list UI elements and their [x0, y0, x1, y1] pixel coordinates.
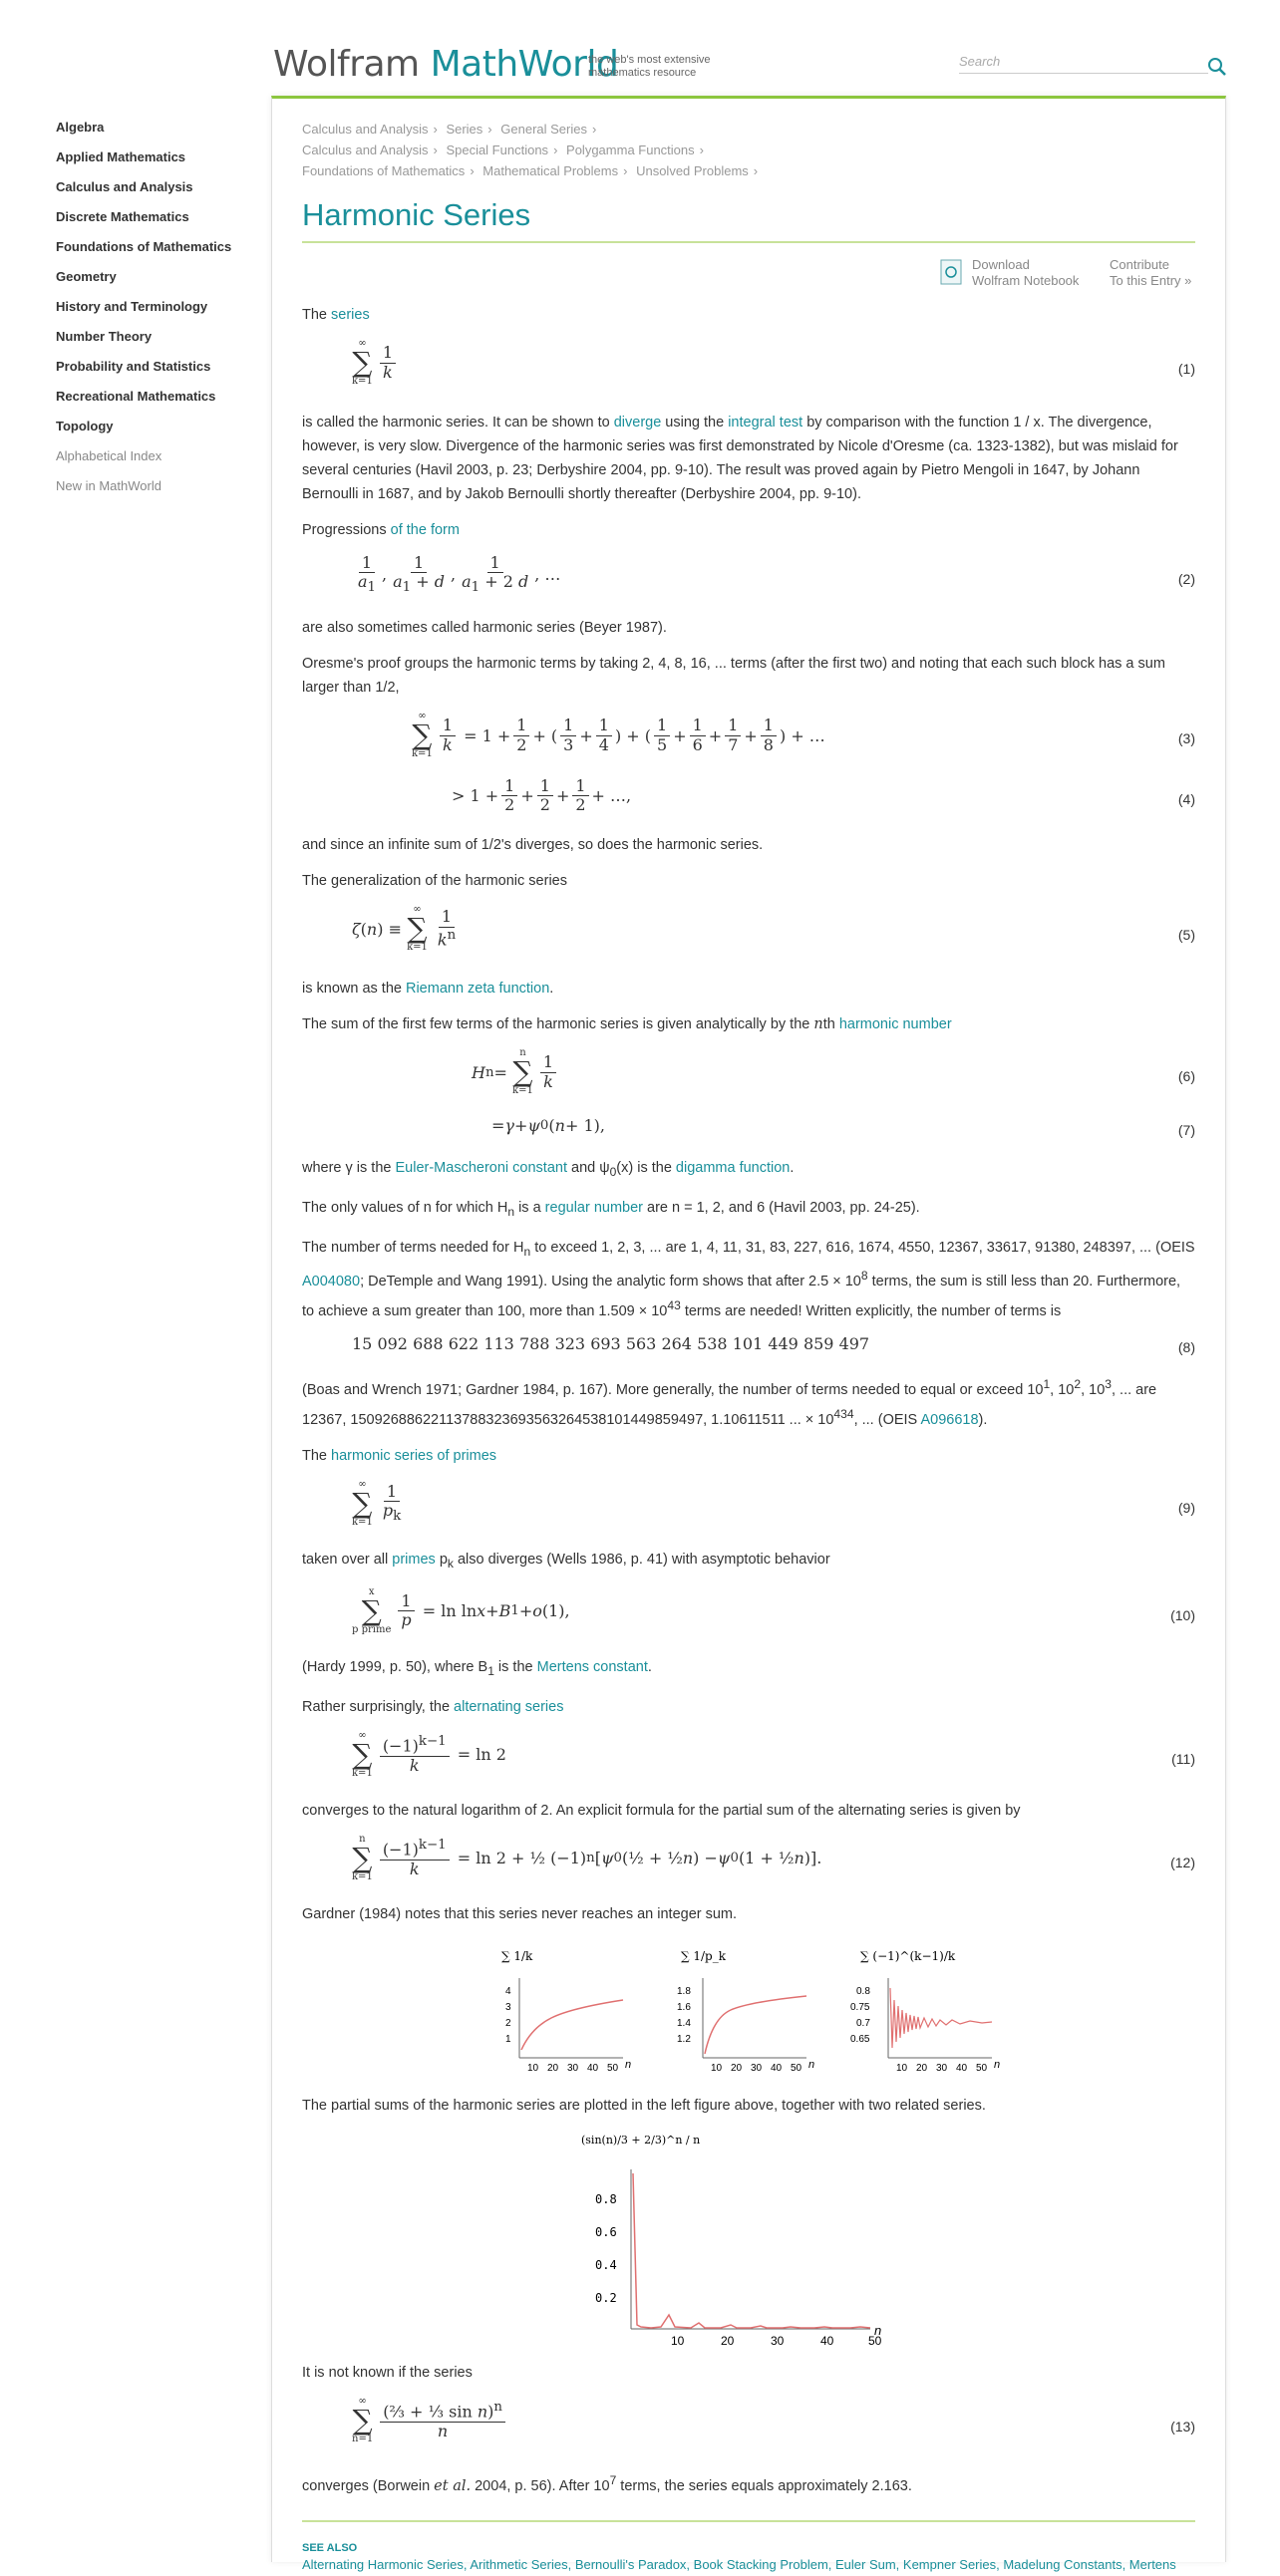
paragraph: The generalization of the harmonic series [302, 873, 567, 889]
curve [705, 1996, 806, 2054]
x-tick-label: 50 [868, 2333, 882, 2348]
breadcrumb-link[interactable]: Unsolved Problems [636, 163, 749, 178]
link-euler-mascheroni[interactable]: Euler-Mascheroni constant [395, 1160, 567, 1176]
y-tick-label: 0.8 [595, 2191, 617, 2206]
equation-8: 15 092 688 622 113 788 323 693 563 264 538 101 449 859 497 (8) [352, 1334, 1195, 1356]
equation-number: (4) [1177, 791, 1195, 807]
paragraph: (Hardy 1999, p. 50), where $B_1$ is the Mertens constant. [302, 1658, 652, 1678]
y-tick-label: 1 [505, 2033, 511, 2045]
curve [633, 2173, 870, 2328]
x-tick-label: 10 [896, 2062, 908, 2074]
contribute-sublabel: To this Entry » [1110, 273, 1192, 288]
see-also-divider [302, 2520, 1195, 2522]
link-diverge[interactable]: diverge [613, 415, 662, 430]
x-tick-label: 20 [731, 2062, 743, 2074]
contribute-label: Contribute [1110, 257, 1169, 272]
link-alternating-series[interactable]: alternating series [454, 1698, 564, 1715]
paragraph: Gardner (1984) notes that this series never reaches an integer sum. [302, 1905, 738, 1922]
site-header [273, 40, 1230, 96]
curve [890, 1988, 992, 2048]
x-tick-label: 40 [771, 2062, 783, 2074]
breadcrumb-link[interactable]: Calculus and Analysis [302, 143, 429, 157]
link-digamma[interactable]: digamma function [675, 1160, 791, 1176]
y-tick-label: 4 [505, 1985, 511, 1997]
paragraph: The only values of n for which $H_n$ is a regular number are n = 1, 2, and 6 (Havil 2003, pp. 24-25). [302, 1199, 920, 1219]
breadcrumb-link[interactable]: Foundations of Mathematics [302, 163, 466, 178]
equation-7: = γ + ψ 0 ( n + 1), (7) [491, 1116, 1195, 1138]
notebook-icon[interactable] [940, 259, 962, 285]
paragraph: It is not known if the series [302, 2364, 473, 2381]
download-label: Download [972, 257, 1030, 272]
x-tick-label: 20 [721, 2333, 735, 2348]
breadcrumb-link[interactable]: General Series [500, 122, 587, 137]
x-axis-label: n [808, 2058, 815, 2071]
tagline: the web's most extensive mathematics resource [588, 54, 711, 79]
y-tick-label: 1.6 [677, 2001, 691, 2013]
equation-6: H n = n ∑ k=1 $\frac{1}{k}$ (6) [472, 1047, 1195, 1096]
sidebar-item-recreational[interactable]: Recreational Mathematics [56, 389, 216, 404]
x-tick-label: 40 [956, 2062, 968, 2074]
sidebar-item-foundations[interactable]: Foundations of Mathematics [56, 239, 232, 254]
breadcrumb-row: Foundations of Mathematics › Mathematical Problems › Unsolved Problems › [302, 163, 759, 178]
paragraph: are also sometimes called harmonic series (Beyer 1987). [302, 620, 667, 636]
contribute-link[interactable] [1110, 257, 1191, 289]
paragraph: The sum of the first few terms of the harmonic series is given analytically by the nth harmonic number [302, 1016, 952, 1032]
x-axis-label: n [625, 2058, 632, 2071]
sidebar-item-probability[interactable]: Probability and Statistics [56, 359, 211, 374]
equation-9: ∞ ∑ k=1 $\frac{1}{p_k}$ (9) [352, 1478, 1195, 1528]
paragraph: (Boas and Wrench 1971; Gardner 1984, p. 167). More generally, the number of terms needed to equal or exceed $10^1$, $10^2$, $10^3$, ... are 12367, 1509268862211378832369356326453810144985​9497, 1.10611511 ... × $10^{434}$, ... (OEIS A096618). [302, 1377, 1157, 1428]
equation-number: (2) [1177, 571, 1195, 587]
equation-4: > 1 + $\frac{1}{2}$ + $\frac{1}{2}$ + $\frac{1}{2}$ + …, (4) [452, 776, 1195, 815]
equation-13: ∞ ∑ n=1 $\frac{(\frac{2}{3} + \frac{1}{3} \sin n)^n}{n}$ (13) [352, 2395, 1195, 2444]
breadcrumb-link[interactable]: Special Functions [446, 143, 549, 157]
plot-harmonic [501, 1949, 631, 2074]
site-logo[interactable] [273, 44, 618, 85]
paragraph: and since an infinite sum of 1/2's diverges, so does the harmonic series. [302, 837, 764, 853]
partial-sums-plots [302, 1938, 1195, 2078]
search-input[interactable]: Search [959, 54, 1208, 74]
breadcrumb-link[interactable]: Mathematical Problems [482, 163, 619, 178]
download-notebook-link[interactable] [972, 257, 1079, 289]
sidebar [56, 118, 275, 506]
breadcrumb-row: Calculus and Analysis › Special Functions › Polygamma Functions › [302, 143, 704, 157]
equation-2: $\frac{1}{a_1}$ , $\frac{1}{a_1 + d}$ , $\frac{1}{a_1 + 2 d}$ , … (2) [358, 553, 1195, 596]
sidebar-item-applied-mathematics[interactable]: Applied Mathematics [56, 149, 186, 164]
download-sublabel: Wolfram Notebook [972, 273, 1080, 288]
paragraph: Oresme's proof groups the harmonic terms by taking 2, 4, 8, 16, ... terms (after the first two) and noting that each such block has a sum larger than 1/2, [302, 656, 1165, 696]
y-tick-label: 0.7 [856, 2017, 870, 2029]
equation-number: (5) [1177, 927, 1195, 943]
equation-number: (8) [1177, 1339, 1195, 1356]
sidebar-item-discrete-mathematics[interactable]: Discrete Mathematics [56, 209, 189, 224]
plots-svg [491, 1938, 1010, 2078]
curve [521, 2000, 623, 2050]
equation-number: (12) [1170, 1854, 1195, 1870]
see-also-links[interactable]: Alternating Harmonic Series, Arithmetic Series, Bernoulli's Paradox, Book Stacking Problem, Euler Sum, Kempner Series, Madelung Constants, Mertens [302, 2556, 1176, 2572]
toolbar [302, 243, 1195, 303]
equation-number: (11) [1171, 1750, 1195, 1767]
see-also-heading: SEE ALSO [302, 2541, 358, 2554]
link-mertens-constant[interactable]: Mertens constant [536, 1658, 648, 1675]
paragraph: converges to the natural logarithm of 2. An explicit formula for the partial sum of the alternating series is given by [302, 1802, 1021, 1819]
equation-number: (9) [1177, 1499, 1195, 1516]
x-tick-label: 20 [547, 2062, 559, 2074]
main-panel [271, 96, 1226, 2572]
breadcrumb-link[interactable]: Series [446, 122, 483, 137]
paragraph: The partial sums of the harmonic series are plotted in the left figure above, together with two related series. [302, 2097, 986, 2114]
svg-text:∑ 1/p_k: ∑ 1/p_k [681, 1948, 727, 1963]
equation-number: (13) [1170, 2418, 1195, 2434]
link-primes[interactable]: primes [392, 1551, 436, 1568]
paragraph: The harmonic series of primes [302, 1447, 497, 1464]
svg-text:∑ 1/k: ∑ 1/k [501, 1948, 533, 1963]
link-riemann-zeta[interactable]: Riemann zeta function [405, 981, 550, 997]
x-tick-label: 10 [527, 2062, 539, 2074]
x-tick-label: 50 [791, 2062, 802, 2074]
search-icon[interactable] [1206, 56, 1228, 78]
paragraph: where γ is the Euler-Mascheroni constant and $\psi_0(x)$ is the digamma function. [302, 1160, 795, 1179]
y-tick-label: 0.4 [595, 2257, 617, 2272]
equation-number: (6) [1177, 1068, 1195, 1084]
equation-12: n ∑ k=1 $\frac{(-1)^{k-1}}{k}$ = ln 2 + ½ (−1) n [ ψ 0 (½ + ½ n ) − ψ 0 (1 + ½ n )]. (12) [352, 1833, 1195, 1882]
paragraph: is known as the Riemann zeta function. [302, 981, 554, 997]
sidebar-item-topology[interactable]: Topology [56, 419, 114, 433]
y-tick-label: 0.75 [850, 2001, 870, 2013]
sidebar-item-number-theory[interactable]: Number Theory [56, 329, 153, 344]
x-tick-label: 30 [936, 2062, 948, 2074]
y-tick-label: 0.8 [856, 1985, 870, 1997]
breadcrumb [302, 119, 1195, 181]
link-a004080[interactable]: A004080 [302, 1273, 361, 1289]
equation-number: (3) [1177, 730, 1195, 746]
sidebar-item-new-in-mathworld[interactable]: New in MathWorld [56, 478, 161, 493]
paragraph: Progressions of the form [302, 522, 460, 538]
paragraph: Rather surprisingly, the alternating series [302, 1698, 564, 1715]
equation-5: ζ ( n ) ≡ ∞ ∑ k=1 $\frac{1}{k^n}$ (5) [352, 904, 1195, 953]
breadcrumb-link[interactable]: Calculus and Analysis [302, 122, 429, 137]
link-of-the-form[interactable]: of the form [390, 522, 460, 538]
sine-series-plot [302, 2130, 1195, 2349]
breadcrumb-link[interactable]: Polygamma Functions [566, 143, 695, 157]
sidebar-item-geometry[interactable]: Geometry [56, 269, 117, 284]
link-harmonic-number[interactable]: harmonic number [838, 1016, 952, 1032]
sidebar-item-algebra[interactable]: Algebra [56, 120, 105, 135]
x-axis-label: n [874, 2322, 882, 2338]
breadcrumb-row: Calculus and Analysis › Series › General Series › [302, 122, 597, 137]
equation-11: ∞ ∑ k=1 $\frac{(-1)^{k-1}}{k}$ = ln 2 (11) [352, 1729, 1195, 1779]
paragraph: The series [302, 307, 370, 323]
x-tick-label: 10 [711, 2062, 723, 2074]
link-harmonic-series-of-primes[interactable]: harmonic series of primes [331, 1447, 497, 1464]
y-tick-label: 1.4 [677, 2017, 691, 2029]
article [302, 119, 1195, 2576]
paragraph: taken over all primes $p_k$ also diverges (Wells 1986, p. 41) with asymptotic behavior [302, 1551, 830, 1571]
equation-number: (10) [1170, 1606, 1195, 1623]
y-tick-label: 0.6 [595, 2224, 617, 2239]
y-tick-label: 3 [505, 2001, 511, 2013]
y-tick-label: 0.2 [595, 2290, 617, 2305]
logo-mathworld: MathWorld [430, 44, 619, 85]
x-tick-label: 50 [976, 2062, 988, 2074]
equation-number: (1) [1177, 361, 1195, 377]
sidebar-item-alphabetical-index[interactable]: Alphabetical Index [56, 448, 162, 463]
big-plot-svg [571, 2130, 910, 2349]
paragraph: is called the harmonic series. It can be shown to diverge using the integral test by comparison with the function 1 / x. The divergence, however, is very slow. Divergence of the harmonic series was first demonstrated by Nicole d'Oresme (ca. 1323-1382), but was mislaid for several centuries (Havil 2003, p. 23; Derbyshire 2004, pp. 9-10). The result was proved again by Pietro Mengoli in 1647, by Johann Bernoulli in 1687, and by Jakob Bernoulli shortly thereafter (Derbyshire 2004, pp. 9-10). [302, 415, 1178, 502]
x-tick-label: 40 [587, 2062, 599, 2074]
x-tick-label: 30 [771, 2333, 785, 2348]
x-tick-label: 50 [607, 2062, 619, 2074]
x-tick-label: 30 [751, 2062, 763, 2074]
x-tick-label: 40 [820, 2333, 834, 2348]
svg-text:∑ (−1)^(k−1)/k: ∑ (−1)^(k−1)/k [860, 1948, 956, 1963]
equation-10: x ∑ p prime $\frac{1}{p}$ = ln ln x + B 1 + o (1), (10) [352, 1585, 1195, 1635]
y-tick-label: 0.65 [850, 2033, 870, 2045]
equation-3: ∞ ∑ k=1 $\frac{1}{k}$ = 1 + $\frac{1}{2}$ + ( $\frac{1}{3}$ + $\frac{1}{4}$ ) + ( $\frac{1}{5}$ + $\frac{1}{6}$ + $\frac{1}{7}$ + $\frac{1}{8}$ ) + … (3) [412, 711, 1195, 759]
link-regular-number[interactable]: regular number [544, 1199, 643, 1216]
page-title: Harmonic Series [302, 197, 531, 232]
logo-wolfram: Wolfram [273, 44, 420, 85]
y-tick-label: 2 [505, 2017, 511, 2029]
paragraph: The number of terms needed for $H_n$ to exceed 1, 2, 3, ... are 1, 4, 11, 31, 83, 227, 616, 1674, 4550, 12367, 33617, 91380, 248397, ... (OEIS A004080; DeTemple and Wang 1991). Using the analytic form shows that after $2.5 \times 10^8$ terms, the sum is still less than 20. Furthermore, to achieve a sum greater than 100, more than $1.509 \times 10^{43}$ terms are needed! Written explicitly, the number of terms is [302, 1239, 1195, 1319]
equation-number: (7) [1177, 1122, 1195, 1138]
sidebar-item-calculus-and-analysis[interactable]: Calculus and Analysis [56, 179, 193, 194]
plot-alternating [850, 1949, 1000, 2074]
link-integral-test[interactable]: integral test [728, 415, 803, 430]
x-tick-label: 10 [671, 2333, 685, 2348]
link-a096618[interactable]: A096618 [920, 1411, 979, 1428]
y-tick-label: 1.2 [677, 2033, 691, 2045]
svg-text:(sin(n)/3 + 2/3)^n / n: (sin(n)/3 + 2/3)^n / n [581, 2133, 701, 2147]
plot-primes [677, 1949, 814, 2074]
x-tick-label: 20 [916, 2062, 928, 2074]
equation-1: ∞ ∑ k=1 $\frac{1}{k}$ (1) [352, 338, 1195, 387]
paragraph: converges (Borwein et al. 2004, p. 56). After $10^7$ terms, the series equals approximately 2.163. [302, 2472, 912, 2494]
y-tick-label: 1.8 [677, 1985, 691, 1997]
x-tick-label: 30 [567, 2062, 579, 2074]
sidebar-item-history[interactable]: History and Terminology [56, 299, 208, 314]
x-axis-label: n [994, 2058, 1001, 2071]
link-series[interactable]: series [331, 307, 370, 323]
